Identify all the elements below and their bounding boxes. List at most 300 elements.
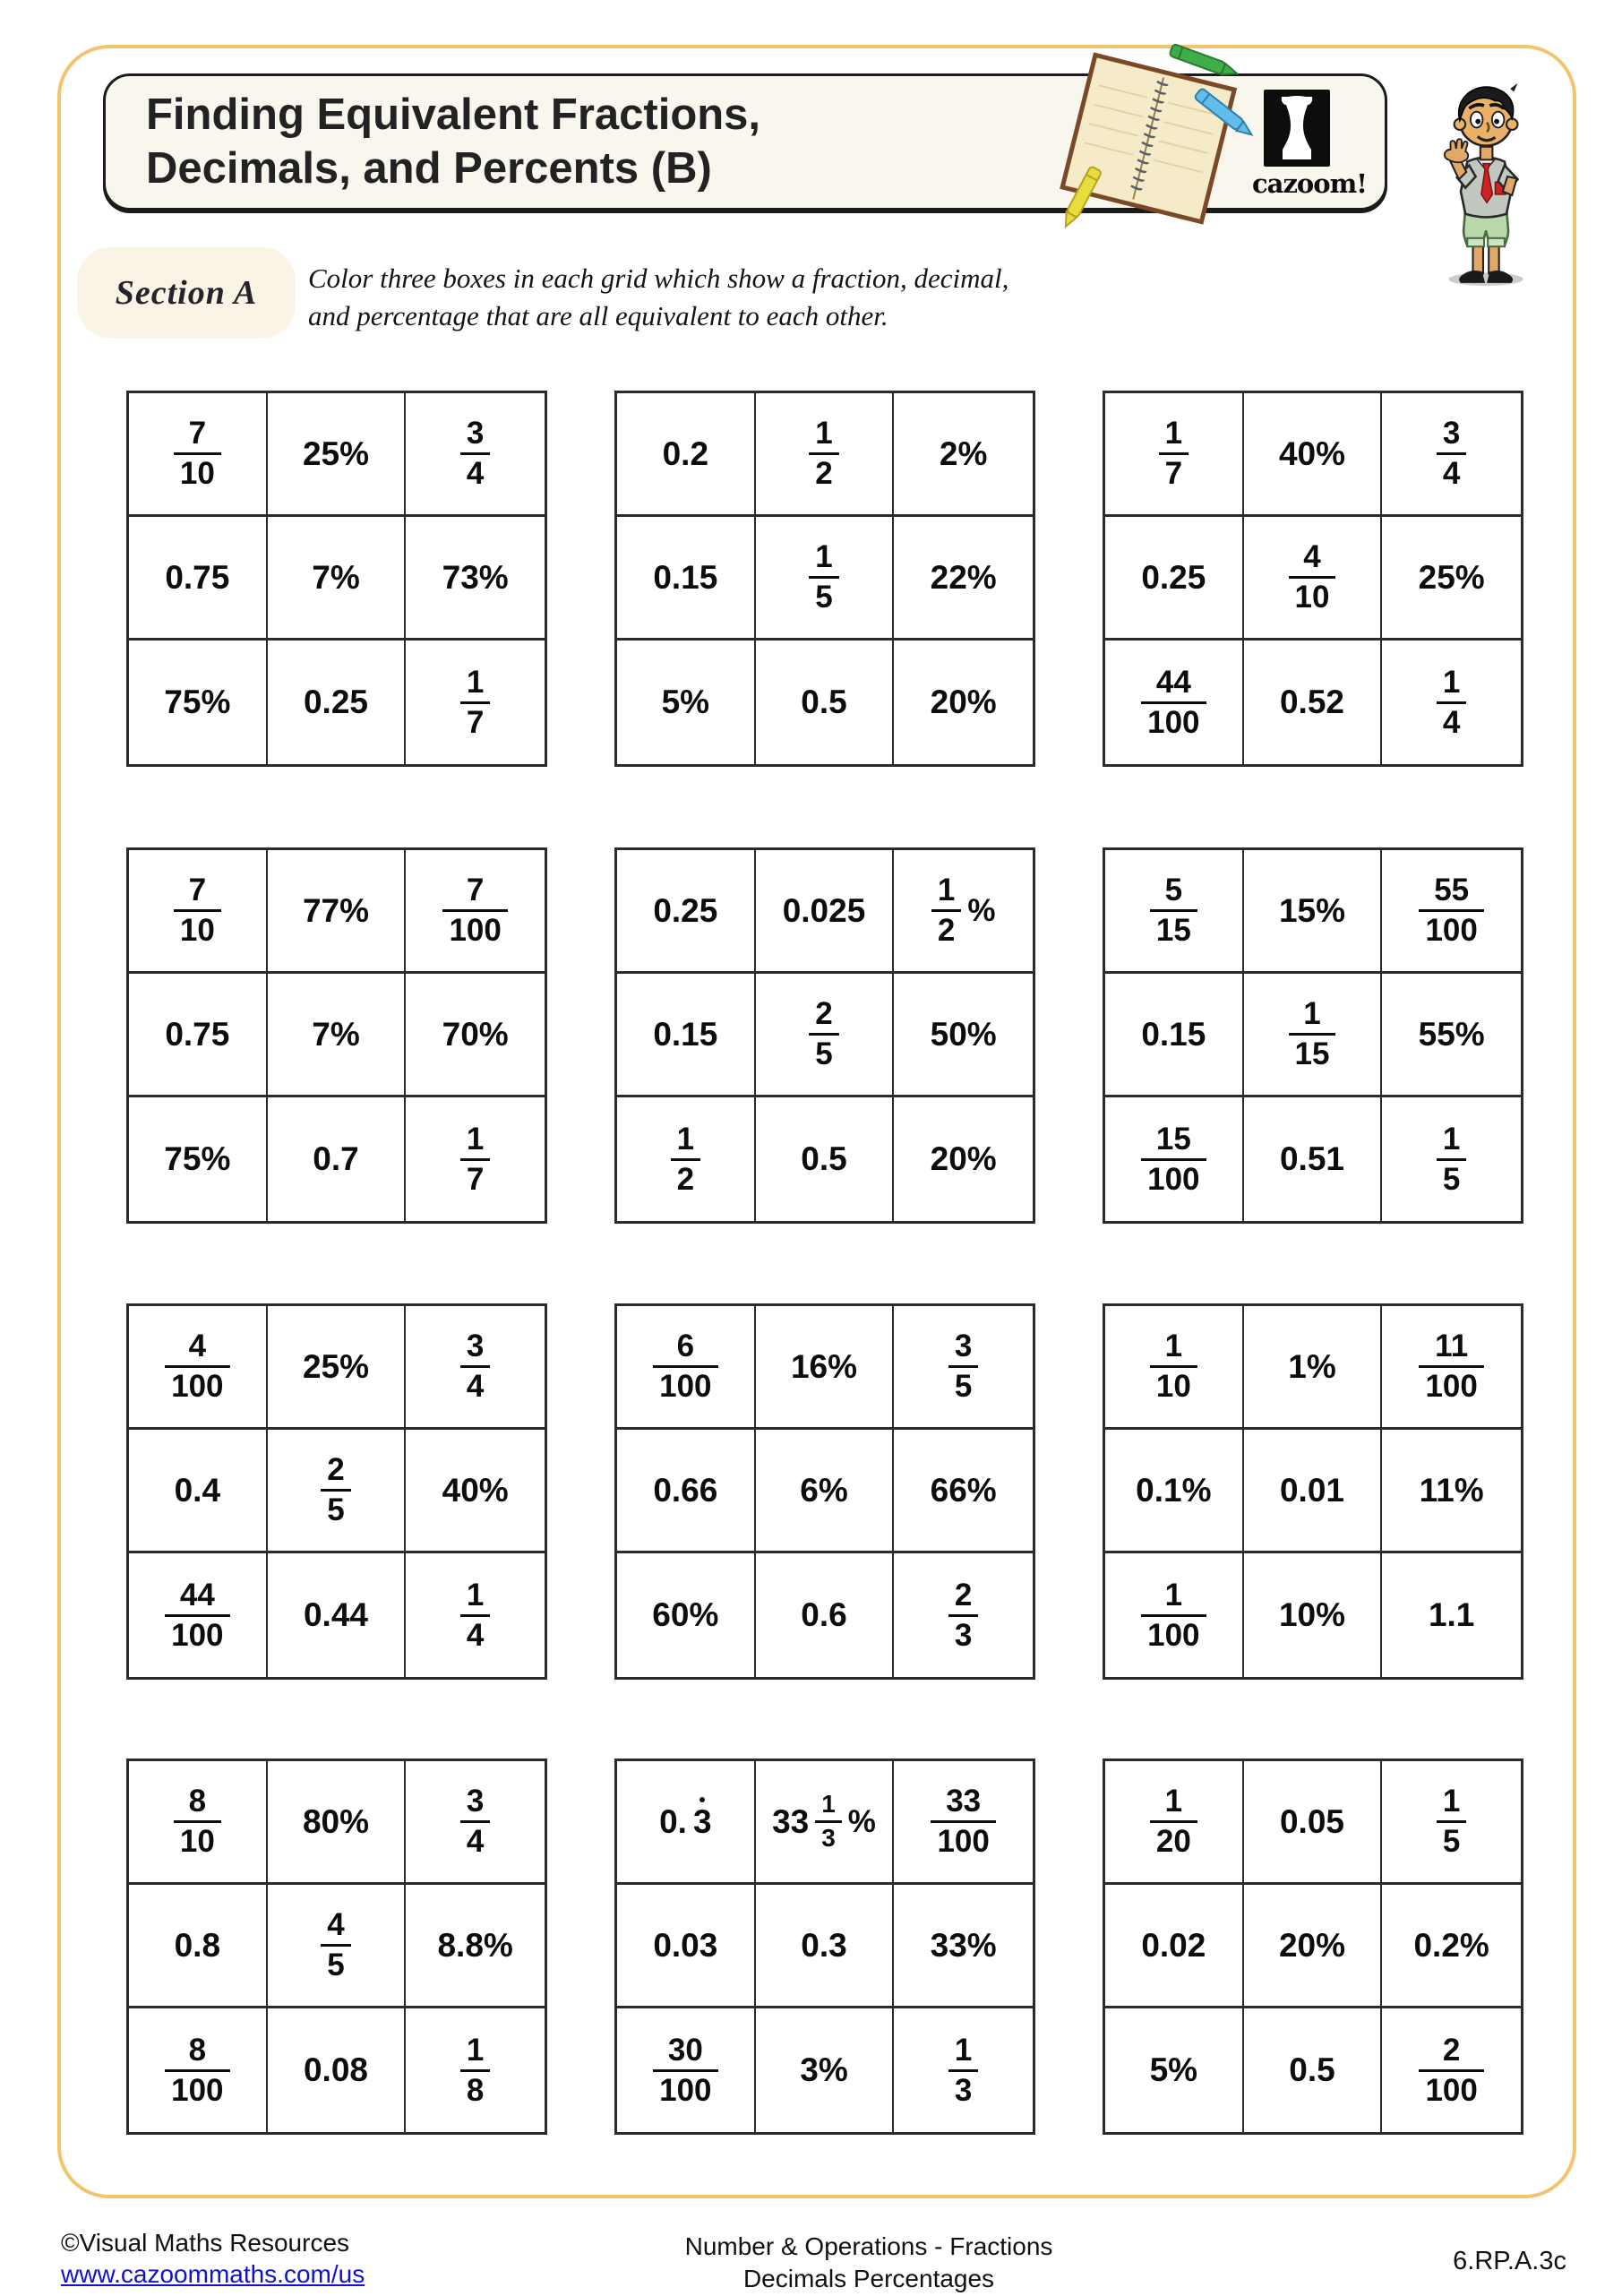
grid1-cell-r1c1[interactable]	[129, 393, 268, 517]
fraction-numerator: 1	[466, 664, 485, 700]
cell-value	[1141, 1579, 1206, 1651]
grid9-cell-r1c3[interactable]	[1382, 1306, 1521, 1430]
fraction-numerator: 7	[188, 416, 207, 451]
cell-value: 1.1	[1428, 1596, 1475, 1633]
grid10-cell-r3c2[interactable]	[268, 2008, 407, 2132]
fraction-numerator: 1	[821, 1790, 836, 1819]
cell-value: 0.4	[174, 1471, 221, 1509]
cell-value: 80%	[302, 1802, 370, 1840]
grid9-cell-r3c3[interactable]	[1382, 1553, 1521, 1677]
grid6-cell-r1c1[interactable]	[1105, 850, 1244, 974]
cell-value	[809, 998, 838, 1070]
cell-value	[1437, 1123, 1466, 1195]
instructions-line1: Color three boxes in each grid which show a fraction, decimal,	[308, 262, 1009, 294]
cell-value: 66%	[930, 1471, 997, 1509]
fraction-numerator: 44	[179, 1577, 215, 1612]
grid10-cell-r2c1[interactable]	[129, 1885, 268, 2008]
fraction-denominator: 100	[1141, 701, 1206, 739]
grid5-cell-r1c3[interactable]	[894, 850, 1033, 974]
footer-center	[582, 2231, 1155, 2296]
grid4-cell-r3c1[interactable]	[129, 1097, 268, 1221]
fraction-denominator: 20	[1150, 1820, 1197, 1858]
grid2-cell-r1c2[interactable]	[756, 393, 895, 517]
grid6-cell-r1c3[interactable]	[1382, 850, 1521, 974]
cell-value: 60%	[652, 1596, 719, 1633]
fraction-numerator: 1	[1442, 1784, 1461, 1819]
cell-value	[1437, 1785, 1466, 1857]
equivalence-grid-7	[126, 1303, 547, 1680]
grid2-cell-r1c1[interactable]	[617, 393, 756, 517]
cell-value: 0.2	[662, 434, 709, 472]
cell-value: 0.52	[1279, 684, 1344, 720]
cell-value	[460, 1123, 490, 1195]
cell-value: 0.15	[653, 1015, 718, 1053]
grid5-cell-r1c1[interactable]	[617, 850, 756, 974]
cazoom-logo	[1252, 90, 1368, 199]
fraction-numerator: 44	[1155, 664, 1191, 700]
grid12-cell-r1c3[interactable]	[1382, 1761, 1521, 1885]
fraction-denominator: 10	[1150, 1365, 1197, 1403]
grid7-cell-r1c3[interactable]	[406, 1306, 545, 1430]
equivalence-grid-8	[614, 1303, 1035, 1680]
fraction-numerator: 2	[1442, 2032, 1461, 2068]
grid6-cell-r2c2[interactable]	[1244, 974, 1383, 1097]
grid4-cell-r1c1[interactable]	[129, 850, 268, 974]
cell-value	[165, 2034, 229, 2106]
page-title-line1: Finding Equivalent Fractions,	[146, 90, 761, 139]
boy-illustration	[1426, 63, 1542, 287]
grid2-cell-r1c3[interactable]	[894, 393, 1033, 517]
fraction-denominator: 100	[1419, 909, 1483, 947]
equivalence-grid-9	[1103, 1303, 1523, 1680]
fraction-numerator: 1	[954, 2032, 973, 2068]
grid8-cell-r3c3[interactable]	[894, 1553, 1033, 1677]
cell-value: 20%	[930, 1140, 997, 1177]
cell-value	[1150, 874, 1197, 946]
fraction-denominator: 4	[460, 1820, 490, 1858]
grid6-cell-r1c2[interactable]	[1244, 850, 1383, 974]
grid9-cell-r2c1[interactable]	[1105, 1430, 1244, 1553]
grid9-cell-r3c2[interactable]	[1244, 1553, 1383, 1677]
fraction-denominator: 10	[1289, 576, 1336, 614]
grid3-cell-r1c3[interactable]	[1382, 393, 1521, 517]
grid8-cell-r1c3[interactable]	[894, 1306, 1033, 1430]
grid10-cell-r3c1[interactable]	[129, 2008, 268, 2132]
grid8-cell-r3c1[interactable]	[617, 1553, 756, 1677]
cell-value	[653, 1330, 717, 1402]
grid10-cell-r2c3[interactable]	[406, 1885, 545, 2008]
fraction-denominator: 4	[1437, 701, 1466, 739]
grid4-cell-r2c1[interactable]	[129, 974, 268, 1097]
fraction-denominator: 7	[460, 701, 490, 739]
grid1-cell-r1c2[interactable]	[268, 393, 407, 517]
cell-value: 25%	[302, 434, 370, 472]
grid2-cell-r3c2[interactable]	[756, 641, 895, 764]
cell-value: 7%	[312, 1015, 360, 1053]
cell-value: 0.25	[1141, 558, 1206, 596]
cell-value	[321, 1454, 350, 1526]
grid9-cell-r2c3[interactable]	[1382, 1430, 1521, 1553]
grid11-cell-r1c1[interactable]	[617, 1761, 756, 1885]
grid4-cell-r2c3[interactable]	[406, 974, 545, 1097]
cell-value	[1419, 2034, 1483, 2106]
grid7-cell-r2c1[interactable]	[129, 1430, 268, 1553]
fraction-denominator: 15	[1150, 909, 1197, 947]
fraction-numerator: 15	[1155, 1121, 1191, 1157]
fraction-denominator: 10	[174, 909, 221, 947]
fraction-numerator: 2	[327, 1452, 345, 1488]
grid2-cell-r3c1[interactable]	[617, 641, 756, 764]
grid11-cell-r1c2[interactable]	[756, 1761, 895, 1885]
grid11-cell-r1c3[interactable]	[894, 1761, 1033, 1885]
cell-value	[1150, 1330, 1197, 1402]
cell-value: 0.6	[801, 1596, 847, 1633]
grid11-cell-r2c1[interactable]	[617, 1885, 756, 2008]
fraction-denominator: 100	[653, 1365, 717, 1403]
grid2-cell-r2c2[interactable]	[756, 517, 895, 641]
grid7-cell-r2c3[interactable]	[406, 1430, 545, 1553]
grid4-cell-r2c2[interactable]	[268, 974, 407, 1097]
cell-value: 0.5	[801, 684, 847, 720]
grid8-cell-r3c2[interactable]	[756, 1553, 895, 1677]
footer-left	[61, 2227, 365, 2290]
fraction-numerator: 1	[815, 416, 833, 451]
grid12-cell-r1c2[interactable]	[1244, 1761, 1383, 1885]
cell-value	[653, 2034, 717, 2106]
grid1-cell-r2c3[interactable]	[406, 517, 545, 641]
fraction-numerator: 11	[1435, 1329, 1469, 1364]
fraction-numerator: 1	[937, 873, 956, 908]
cell-value	[165, 1330, 229, 1402]
grid12-cell-r3c2[interactable]	[1244, 2008, 1383, 2132]
fraction-numerator: 30	[667, 2032, 703, 2068]
fraction-denominator: 10	[174, 452, 221, 490]
grid3-cell-r2c2[interactable]	[1244, 517, 1383, 641]
cell-value: 0.08	[303, 2051, 368, 2088]
footer-topic-line1: Number & Operations - Fractions	[684, 2232, 1053, 2260]
equivalence-grid-1	[126, 391, 547, 767]
notebook-illustration	[1012, 36, 1281, 242]
cell-value	[442, 874, 507, 946]
grid10-cell-r1c1[interactable]	[129, 1761, 268, 1885]
grid8-cell-r2c3[interactable]	[894, 1430, 1033, 1553]
equivalence-grid-5	[614, 847, 1035, 1224]
fraction-numerator: 33	[946, 1784, 982, 1819]
grid2-cell-r2c1[interactable]	[617, 517, 756, 641]
grid5-cell-r2c2[interactable]	[756, 974, 895, 1097]
fraction-denominator: 100	[165, 1614, 229, 1652]
grid10-cell-r1c2[interactable]	[268, 1761, 407, 1885]
grid12-cell-r2c1[interactable]	[1105, 1885, 1244, 2008]
cell-value: 33 $\frac{1}{3}$ %	[772, 1790, 876, 1852]
fraction-numerator: 5	[1164, 873, 1183, 908]
grid11-cell-r2c2[interactable]	[756, 1885, 895, 2008]
grid6-cell-r3c2[interactable]	[1244, 1097, 1383, 1221]
fraction-numerator: 7	[466, 873, 485, 908]
grid9-cell-r3c1[interactable]	[1105, 1553, 1244, 1677]
grid7-cell-r3c2[interactable]	[268, 1553, 407, 1677]
fraction-denominator: 2	[931, 909, 961, 947]
fraction-denominator: 100	[931, 1820, 995, 1858]
fraction-numerator: 4	[327, 1907, 345, 1943]
fraction-numerator: 8	[188, 2032, 207, 2068]
equivalence-grid-4	[126, 847, 547, 1224]
section-a-label: Section A	[115, 274, 258, 312]
fraction-denominator: 5	[321, 1489, 350, 1526]
fraction-numerator: 2	[954, 1577, 973, 1612]
grid1-cell-r3c3[interactable]	[406, 641, 545, 764]
cell-value	[460, 1785, 490, 1857]
cell-value: 5%	[661, 684, 710, 720]
grid3-cell-r3c2[interactable]	[1244, 641, 1383, 764]
cell-value	[1289, 998, 1336, 1070]
fraction-denominator: 100	[1141, 1158, 1206, 1196]
page-title-line2: Decimals, and Percents (B)	[146, 143, 712, 193]
cell-value: 77%	[302, 891, 370, 929]
fraction-denominator: 3	[948, 1614, 978, 1652]
fraction-denominator: 5	[809, 1033, 838, 1071]
cell-value: 0.01	[1279, 1471, 1344, 1509]
cell-value: 7%	[312, 558, 360, 596]
grid11-cell-r2c3[interactable]	[894, 1885, 1033, 2008]
cell-value: 20%	[930, 684, 997, 720]
fraction-numerator: 1	[1164, 416, 1183, 451]
grid6-cell-r2c1[interactable]	[1105, 974, 1244, 1097]
cell-value: 0.02	[1141, 1926, 1206, 1964]
grid4-cell-r3c3[interactable]	[406, 1097, 545, 1221]
grid10-cell-r2c2[interactable]	[268, 1885, 407, 2008]
grid7-cell-r3c1[interactable]	[129, 1553, 268, 1677]
fraction-denominator: 7	[460, 1158, 490, 1196]
equivalence-grid-2	[614, 391, 1035, 767]
fraction-denominator: 5	[948, 1365, 978, 1403]
cell-value: 1%	[1288, 1347, 1336, 1385]
cell-value: 0.25	[653, 891, 718, 929]
cell-value: 40%	[442, 1471, 509, 1509]
fraction-numerator: 1	[815, 539, 833, 575]
cell-value: 15%	[1278, 891, 1346, 929]
fraction-denominator: 3	[948, 2069, 978, 2107]
cell-value: 0.66	[653, 1471, 718, 1509]
fraction-numerator: 1	[466, 1577, 485, 1612]
fraction-denominator: 100	[1419, 1365, 1483, 1403]
fraction-numerator: 55	[1434, 873, 1470, 908]
cell-value: 0.44	[303, 1596, 368, 1633]
cell-value	[1419, 1330, 1483, 1402]
cell-value: 22%	[930, 558, 997, 596]
fraction-denominator: 4	[460, 452, 490, 490]
grid4-cell-r1c3[interactable]	[406, 850, 545, 974]
grid4-cell-r3c2[interactable]	[268, 1097, 407, 1221]
fraction-denominator: 100	[653, 2069, 717, 2107]
cazoom-logo-text: cazoom!	[1252, 168, 1368, 199]
grid7-cell-r3c3[interactable]	[406, 1553, 545, 1677]
fraction-numerator: 3	[1442, 416, 1461, 451]
grid3-cell-r3c1[interactable]	[1105, 641, 1244, 764]
fraction-denominator: 100	[165, 2069, 229, 2107]
fraction-numerator: 1	[1164, 1329, 1183, 1364]
fraction-numerator: 3	[954, 1329, 973, 1364]
grid7-cell-r1c2[interactable]	[268, 1306, 407, 1430]
grid8-cell-r2c1[interactable]	[617, 1430, 756, 1553]
grid12-cell-r2c3[interactable]	[1382, 1885, 1521, 2008]
grid7-cell-r2c2[interactable]	[268, 1430, 407, 1553]
cell-value: 33%	[930, 1926, 997, 1964]
section-a-pill	[77, 247, 296, 339]
grid5-cell-r1c2[interactable]	[756, 850, 895, 974]
cell-value	[948, 2034, 978, 2106]
cell-value: 20%	[1278, 1926, 1346, 1964]
grid12-cell-r1c1[interactable]	[1105, 1761, 1244, 1885]
cell-value: 75%	[164, 1140, 231, 1177]
cell-value	[321, 1909, 350, 1981]
fraction-numerator: 1	[1303, 996, 1321, 1032]
grid1-cell-r1c3[interactable]	[406, 393, 545, 517]
cell-value: 50%	[930, 1015, 997, 1053]
equivalence-grid-6	[1103, 847, 1523, 1224]
fraction-denominator: 5	[809, 576, 838, 614]
grid8-cell-r1c1[interactable]	[617, 1306, 756, 1430]
grid4-cell-r1c2[interactable]	[268, 850, 407, 974]
grid1-cell-r3c1[interactable]	[129, 641, 268, 764]
cell-value	[174, 1785, 221, 1857]
cell-value	[460, 417, 490, 489]
grid3-cell-r2c3[interactable]	[1382, 517, 1521, 641]
grid9-cell-r1c2[interactable]	[1244, 1306, 1383, 1430]
recurring-digit: 3	[692, 1802, 712, 1840]
fraction-numerator: 1	[1164, 1577, 1183, 1612]
cell-value: 0.7	[313, 1140, 359, 1177]
grid11-cell-r3c1[interactable]	[617, 2008, 756, 2132]
grid8-cell-r2c2[interactable]	[756, 1430, 895, 1553]
fraction-numerator: 4	[188, 1329, 207, 1364]
grid12-cell-r3c1[interactable]	[1105, 2008, 1244, 2132]
cell-value	[1159, 417, 1189, 489]
grid3-cell-r2c1[interactable]	[1105, 517, 1244, 641]
grid7-cell-r1c1[interactable]	[129, 1306, 268, 1430]
grid5-cell-r3c1[interactable]	[617, 1097, 756, 1221]
cell-value: 0.1%	[1136, 1471, 1212, 1509]
fraction-numerator: 6	[676, 1329, 695, 1364]
cell-value: 11%	[1419, 1471, 1484, 1509]
cell-value	[1141, 1123, 1206, 1195]
grid5-cell-r2c3[interactable]	[894, 974, 1033, 1097]
cell-value: 70%	[442, 1015, 509, 1053]
fraction-denominator: 7	[1159, 452, 1189, 490]
cell-value	[1419, 874, 1483, 946]
grid6-cell-r2c3[interactable]	[1382, 974, 1521, 1097]
grid9-cell-r2c2[interactable]	[1244, 1430, 1383, 1553]
grid3-cell-r1c1[interactable]	[1105, 393, 1244, 517]
grid1-cell-r2c2[interactable]	[268, 517, 407, 641]
cell-value: 10%	[1278, 1596, 1346, 1633]
cell-value: 55%	[1418, 1015, 1485, 1053]
cell-value	[948, 1579, 978, 1651]
cell-value: 5%	[1149, 2051, 1198, 2088]
fraction-denominator: 3	[815, 1820, 842, 1852]
cell-value	[460, 666, 490, 738]
grid9-cell-r1c1[interactable]	[1105, 1306, 1244, 1430]
cell-value: 2%	[939, 434, 988, 472]
cell-value: 0.03	[653, 1926, 718, 1964]
equivalence-grid-11	[614, 1759, 1035, 2135]
cell-value	[1289, 541, 1336, 613]
cell-value	[460, 1579, 490, 1651]
cell-value: 0.3	[801, 1926, 847, 1964]
grid1-cell-r2c1[interactable]	[129, 517, 268, 641]
cazoom-website-link[interactable]: www.cazoommaths.com/us	[61, 2260, 365, 2288]
cell-value: 16%	[790, 1347, 858, 1385]
grid10-cell-r3c3[interactable]	[406, 2008, 545, 2132]
grid5-cell-r2c1[interactable]	[617, 974, 756, 1097]
fraction-denominator: 5	[1437, 1158, 1466, 1196]
instructions	[308, 260, 1293, 335]
grid11-cell-r3c3[interactable]	[894, 2008, 1033, 2132]
grid6-cell-r3c1[interactable]	[1105, 1097, 1244, 1221]
fraction-numerator: 1	[1164, 1784, 1183, 1819]
fraction-numerator: 1	[676, 1121, 695, 1157]
fraction-numerator: 2	[815, 996, 833, 1032]
cell-value: 25%	[302, 1347, 370, 1385]
fraction-denominator: 100	[442, 909, 507, 947]
fraction-denominator: 10	[174, 1820, 221, 1858]
grid11-cell-r3c2[interactable]	[756, 2008, 895, 2132]
fraction-numerator: 1	[1442, 1121, 1461, 1157]
cell-value: 0.51	[1279, 1140, 1344, 1177]
footer-topic-line2: Decimals Percentages	[742, 2265, 995, 2293]
cell-value	[1141, 666, 1206, 738]
cell-value: $\frac{1}{2}$ %	[931, 874, 996, 946]
grid6-cell-r3c3[interactable]	[1382, 1097, 1521, 1221]
equivalence-grid-10	[126, 1759, 547, 2135]
grid3-cell-r3c3[interactable]	[1382, 641, 1521, 764]
grid12-cell-r2c2[interactable]	[1244, 1885, 1383, 2008]
fraction-numerator: 3	[466, 1784, 485, 1819]
cell-value: 0.2%	[1413, 1926, 1489, 1964]
cell-value: 0. 3	[659, 1802, 712, 1840]
grid5-cell-r3c2[interactable]	[756, 1097, 895, 1221]
grid8-cell-r1c2[interactable]	[756, 1306, 895, 1430]
grid2-cell-r2c3[interactable]	[894, 517, 1033, 641]
grid12-cell-r3c3[interactable]	[1382, 2008, 1521, 2132]
grid5-cell-r3c3[interactable]	[894, 1097, 1033, 1221]
cell-value: 3%	[800, 2051, 848, 2088]
cell-value: 8.8%	[437, 1926, 513, 1964]
fraction-denominator: 2	[671, 1158, 700, 1196]
fraction-denominator: 8	[460, 2069, 490, 2107]
fraction-numerator: 3	[466, 1329, 485, 1364]
fraction-denominator: 15	[1289, 1033, 1336, 1071]
page-title	[146, 89, 760, 196]
grid3-cell-r1c2[interactable]	[1244, 393, 1383, 517]
cell-value	[1437, 417, 1466, 489]
grid10-cell-r1c3[interactable]	[406, 1761, 545, 1885]
cell-value: 0.25	[303, 684, 368, 720]
standard-code: 6.RP.A.3c	[1453, 2247, 1566, 2275]
cell-value: 25%	[1418, 558, 1485, 596]
fraction-denominator: 4	[460, 1365, 490, 1403]
instructions-line2: and percentage that are all equivalent to each other.	[308, 299, 888, 331]
cell-value: 40%	[1278, 434, 1346, 472]
grid1-cell-r3c2[interactable]	[268, 641, 407, 764]
fraction-numerator: 1	[1442, 664, 1461, 700]
fraction-denominator: 5	[321, 1944, 350, 1982]
fraction-denominator: 4	[460, 1614, 490, 1652]
cell-value: 0.8	[174, 1926, 221, 1964]
cell-value	[809, 541, 838, 613]
grid2-cell-r3c3[interactable]	[894, 641, 1033, 764]
fraction-numerator: 3	[466, 416, 485, 451]
